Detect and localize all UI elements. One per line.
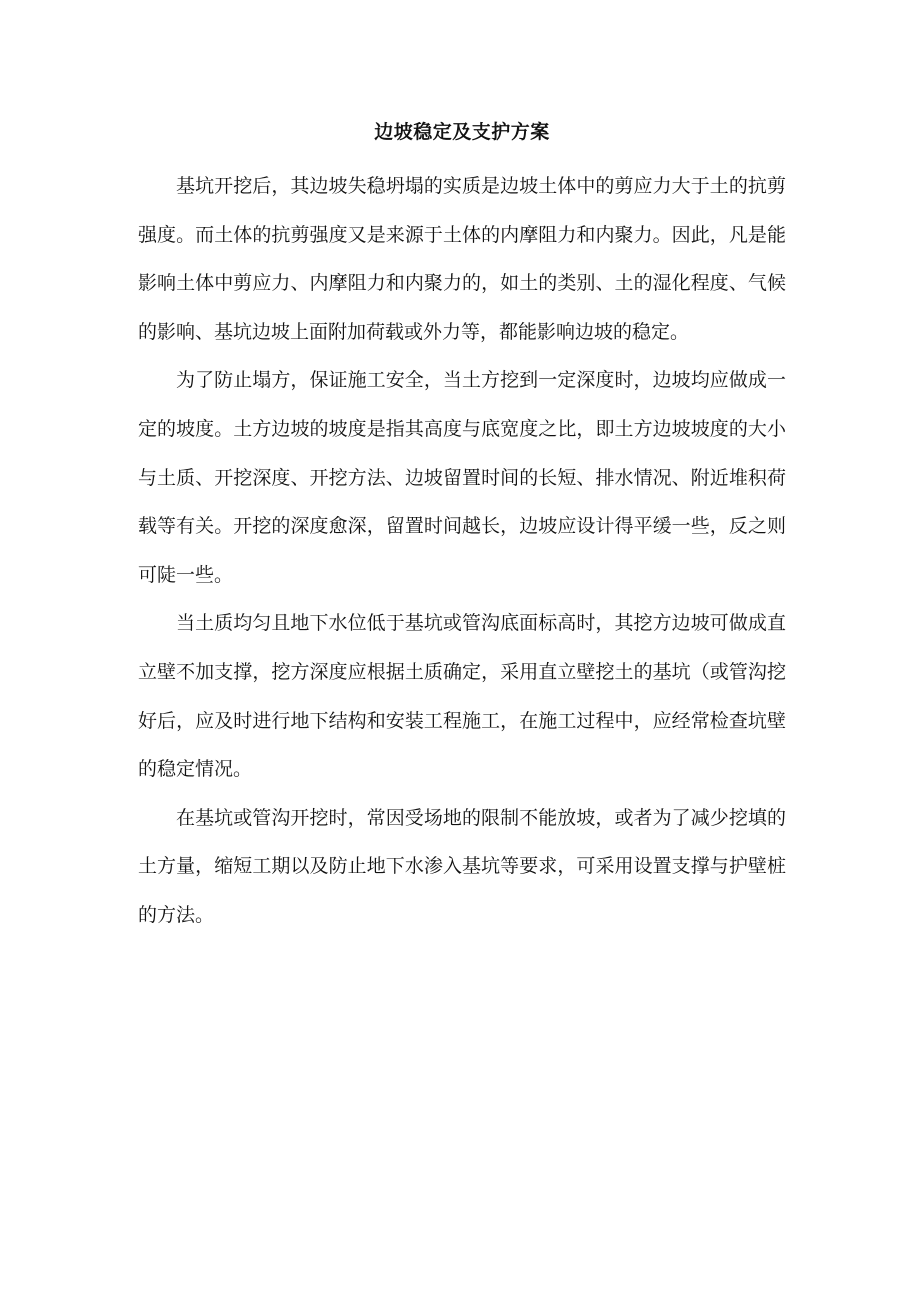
document-title: 边坡稳定及支护方案 [374, 121, 550, 143]
paragraph-1: 基坑开挖后，其边坡失稳坍塌的实质是边坡土体中的剪应力大于土的抗剪强度。而土体的抗剪强度又是来源于土体的内摩阻力和内聚力。因此，凡是能影响土体中剪应力、内摩阻力和内聚力的，如土的类别、土的湿化程度、气候的影响、基坑边坡上面附加荷载或外力等，都能影响边坡的稳定。 [138, 175, 786, 343]
paragraph-3: 当土质均匀且地下水位低于基坑或管沟底面标高时，其挖方边坡可做成直立壁不加支撑，挖方深度应根据土质确定，采用直立壁挖土的基坑（或管沟挖好后，应及时进行地下结构和安装工程施工，在施工过程中，应经常检查坑壁的稳定情况。 [138, 612, 786, 781]
paragraph-2: 为了防止塌方，保证施工安全，当土方挖到一定深度时，边坡均应做成一定的坡度。土方边坡的坡度是指其高度与底宽度之比，即土方边坡坡度的大小与土质、开挖深度、开挖方法、边坡留置时间的长短、排水情况、附近堆积荷载等有关。开挖的深度愈深，留置时间越长，边坡应设计得平缓一些，反之则可陡一些。 [138, 369, 786, 586]
document-page [138, 118, 786, 940]
paragraph-4: 在基坑或管沟开挖时，常因受场地的限制不能放坡，或者为了减少挖填的土方量，缩短工期以及防止地下水渗入基坑等要求，可采用设置支撑与护壁桩的方法。 [138, 806, 786, 926]
